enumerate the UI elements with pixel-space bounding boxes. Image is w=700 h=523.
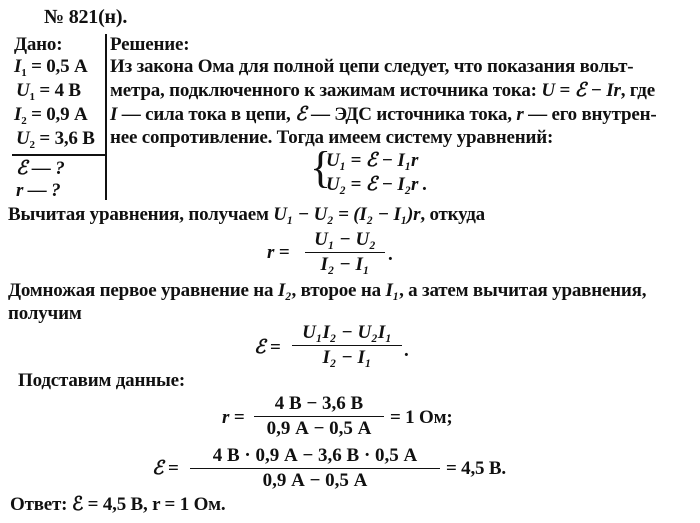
problem-number: № 821(н).: [44, 6, 128, 28]
given-item: $I_2 = 0,9$ А: [14, 104, 88, 127]
multiply-line-2: получим: [8, 303, 82, 324]
emf-calc-result: = 4,5 В.: [446, 458, 506, 479]
r-calc-fraction: 4 В − 3,6 В 0,9 А − 0,5 А: [254, 393, 384, 440]
unknown-emf: ℰ — ?: [16, 158, 65, 179]
solution-line-4: нее сопротивление. Тогда имеем систему уравнений:: [110, 127, 554, 148]
solution-line-1: Из закона Ома для полной цепи следует, что показания вольт-: [110, 56, 634, 77]
given-item: $U_2 = 3,6$ В: [16, 128, 95, 151]
emf-formula-tail: .: [404, 340, 409, 361]
multiply-line: Домножая первое уравнение на I₂, второе на I₁, а затем вычитая уравнения,: [8, 280, 647, 301]
solution-header: Решение:: [110, 34, 190, 55]
solution-line-2: метра, подключенного к зажимам источника тока: U = ℰ − Ir, где: [110, 80, 655, 101]
system-eq-2: U₂ = ℰ − I₂r .: [326, 174, 428, 195]
emf-formula-lhs: ℰ =: [254, 337, 281, 358]
system-eq-1: U₁ = ℰ − I₁r: [326, 150, 419, 171]
r-formula-tail: .: [388, 244, 393, 265]
answer: Ответ: ℰ = 4,5 В, r = 1 Ом.: [10, 494, 226, 515]
brace-icon: {: [310, 143, 332, 192]
unknown-r: r — ?: [16, 180, 61, 201]
substitute-label: Подставим данные:: [18, 370, 185, 391]
given-item: $I_1 = 0,5$ А: [14, 56, 88, 79]
solution-line-3: I — сила тока в цепи, ℰ — ЭДС источника тока, r — его внутрен-: [110, 104, 657, 125]
emf-calc-fraction: 4 В · 0,9 А − 3,6 В · 0,5 А 0,9 А − 0,5 А: [190, 445, 440, 492]
emf-formula-fraction: U₁I₂ − U₂I₁ I₂ − I₁: [292, 322, 402, 369]
r-formula-fraction: U₁ − U₂ I₂ − I₁: [305, 229, 385, 276]
emf-calc-lhs: ℰ =: [152, 458, 179, 479]
subtract-line: Вычитая уравнения, получаем U₁ − U₂ = (I₂ − I₁)r, откуда: [8, 204, 485, 225]
given-header: Дано:: [14, 34, 63, 55]
r-formula-lhs: r =: [267, 242, 290, 263]
given-item: $U_1 = 4$ В: [16, 80, 81, 103]
given-divider: [12, 154, 106, 156]
column-divider: [105, 34, 107, 200]
r-calc-result: = 1 Ом;: [390, 407, 453, 428]
r-calc-lhs: r =: [222, 407, 245, 428]
